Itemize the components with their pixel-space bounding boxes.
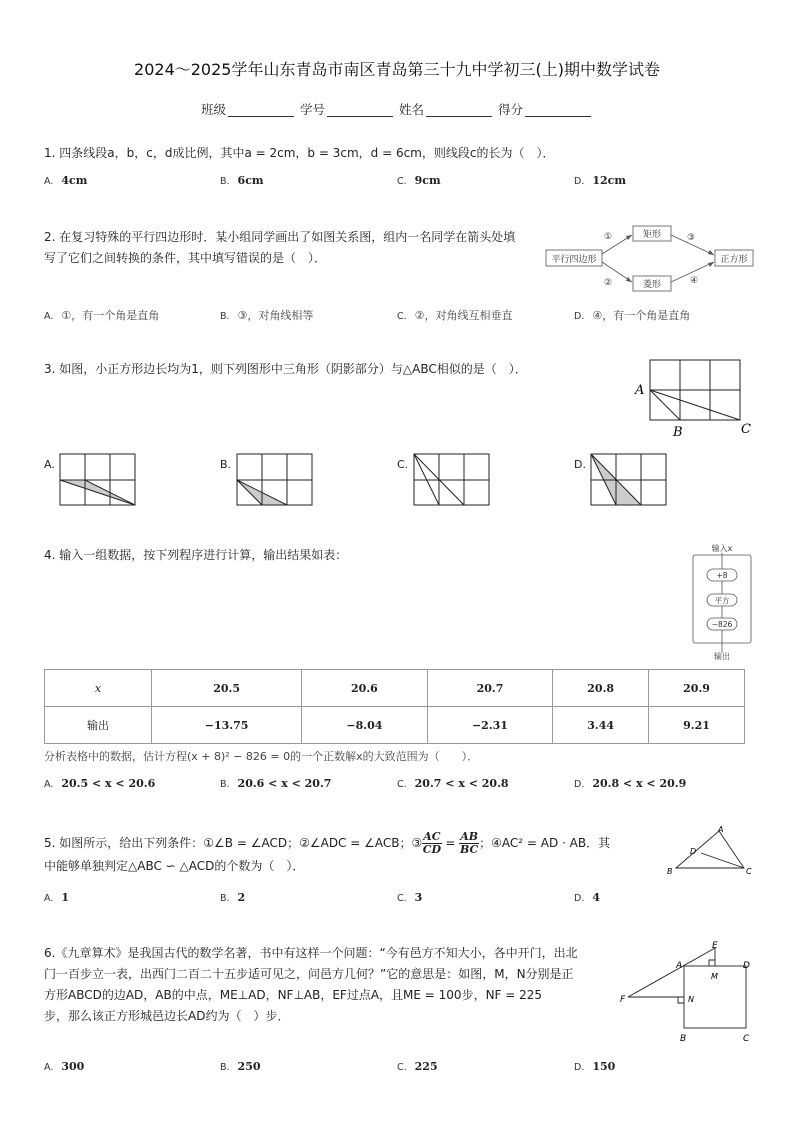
- question-text-line1: 在复习特殊的平行四边形时．某小组同学画出了如图关系图，组内一名同学在箭头处填: [59, 230, 516, 244]
- point-e-label: E: [712, 941, 718, 951]
- q4-option-a[interactable]: A. 20.5 < x < 20.6: [44, 777, 156, 790]
- question-number: 6.: [44, 946, 56, 960]
- point-n-label: N: [688, 995, 694, 1004]
- arrow-label-2: ②: [604, 278, 613, 288]
- exam-title: 2024～2025学年山东青岛市南区青岛第三十九中学初三(上)期中数学试卷: [134, 60, 660, 79]
- question-text-part1: 如图所示，给出下列条件：①∠B = ∠ACD；②∠ADC = ∠ACB；③: [59, 836, 423, 850]
- flow-step-square: 平方: [714, 596, 730, 605]
- question-5: [44, 831, 610, 856]
- question-number: 4.: [44, 548, 56, 562]
- q3-option-c-letter[interactable]: C.: [397, 458, 409, 471]
- vertex-d-label: D: [690, 847, 697, 856]
- table-row: [45, 707, 745, 744]
- q2-option-a[interactable]: A. ①，有一个角是直角: [44, 309, 160, 322]
- table-cell: 3.44: [553, 707, 649, 744]
- q4-data-table: [44, 669, 745, 744]
- q3-main-figure: [634, 357, 754, 441]
- table-cell: 20.8: [553, 670, 649, 707]
- table-cell: −13.75: [152, 707, 302, 744]
- flow-input: 输入x: [711, 544, 733, 553]
- q3-option-b-figure[interactable]: [236, 453, 314, 507]
- question-text-part2: ；④AC² = AD · AB．其: [479, 836, 611, 850]
- segment-ef: [628, 948, 715, 997]
- point-b-label: B: [680, 1034, 687, 1044]
- q1-option-b[interactable]: B. 6cm: [220, 174, 264, 187]
- q5-option-b[interactable]: B. 2: [220, 891, 246, 904]
- q3-option-d-figure[interactable]: [590, 453, 668, 507]
- table-cell: 20.9: [649, 670, 745, 707]
- q6-option-d[interactable]: D. 150: [574, 1060, 616, 1073]
- question-text-line3: 方形ABCD的边AD，AB的中点，ME⊥AD，NF⊥AB，EF过点A，且ME = 100步，NF = 225: [44, 988, 543, 1002]
- question-text-line4: 步，那么该正方形城邑边长AD约为（ ）步．: [44, 1009, 290, 1023]
- q5-option-c[interactable]: C. 3: [397, 891, 423, 904]
- table-cell: −8.04: [302, 707, 428, 744]
- question-number: 3.: [44, 362, 56, 376]
- arrow-label-4: ④: [690, 276, 699, 286]
- question-number: 5.: [44, 836, 56, 850]
- vertex-b-label: B: [673, 425, 683, 440]
- q6-option-c[interactable]: C. 225: [397, 1060, 438, 1073]
- flow-output: 输出: [714, 652, 730, 661]
- fraction-ac-cd: $\frac{AC}{CD}$: [422, 830, 442, 856]
- q5-option-a[interactable]: A. 1: [44, 891, 70, 904]
- question-text: 输入一组数据，按下列程序进行计算，输出结果如表：: [59, 548, 348, 562]
- flow-step-add: +8: [716, 571, 728, 580]
- q2-relation-diagram: [540, 220, 760, 296]
- question-6: [44, 943, 578, 1027]
- point-a-label: A: [676, 961, 683, 971]
- box-rectangle-label: 矩形: [642, 230, 662, 240]
- question-2: [44, 227, 515, 269]
- vertex-b-label: B: [667, 867, 673, 876]
- q1-option-a[interactable]: A. 4cm: [44, 174, 88, 187]
- field-id-blank[interactable]: [327, 103, 393, 117]
- student-info-line: [0, 100, 794, 118]
- q3-option-c-figure[interactable]: [413, 453, 491, 507]
- vertex-c-label: C: [741, 422, 751, 437]
- question-text: 四条线段a，b，c，d成比例，其中a = 2cm，b = 3cm，d = 6cm，则线段c的长为（ ）．: [59, 146, 555, 160]
- question-text-line2: 写了它们之间转换的条件，其中填写错误的是（ ）．: [44, 251, 327, 265]
- table-row: [45, 670, 745, 707]
- box-parallelogram-label: 平行四边形: [551, 255, 597, 265]
- arrow-label-3: ③: [687, 233, 696, 243]
- q5-triangle-figure: [664, 826, 756, 878]
- question-text-line1: 《九章算术》是我国古代的数学名著，书中有这样一个问题：“今有邑方不知大小，各中开门，出北: [55, 946, 578, 960]
- field-name-blank[interactable]: [426, 103, 492, 117]
- q2-option-c[interactable]: C. ②，对角线互相垂直: [397, 309, 513, 322]
- table-cell: 输出: [45, 707, 152, 744]
- q4-flowchart: [690, 541, 754, 661]
- q1-option-c[interactable]: C. 9cm: [397, 174, 441, 187]
- q3-option-a-letter[interactable]: A.: [44, 458, 55, 471]
- q4-option-b[interactable]: B. 20.6 < x < 20.7: [220, 777, 332, 790]
- question-1: [44, 143, 554, 164]
- question-text: 如图，小正方形边长均为1，则下列图形中三角形（阴影部分）与△ABC相似的是（ ）．: [59, 362, 527, 376]
- question-text-line2: 门一百步立一表，出西门二百二十五步适可见之，问邑方几何？”它的意思是：如图，M，N分别是正: [44, 967, 574, 981]
- table-cell: 9.21: [649, 707, 745, 744]
- table-cell: 20.5: [152, 670, 302, 707]
- q3-option-b-letter[interactable]: B.: [220, 458, 232, 471]
- q2-option-b[interactable]: B. ③，对角线相等: [220, 309, 314, 322]
- q4-analysis-text: 分析表格中的数据，估计方程(x + 8)² − 826 = 0的一个正数解x的大致范围为（ ）．: [44, 750, 479, 763]
- field-score-label: 得分: [497, 102, 523, 117]
- table-cell: −2.31: [427, 707, 553, 744]
- q1-option-d[interactable]: D. 12cm: [574, 174, 626, 187]
- question-3: [44, 359, 527, 380]
- box-square-label: 正方形: [720, 255, 748, 265]
- point-m-label: M: [711, 972, 718, 981]
- q4-option-d[interactable]: D. 20.8 < x < 20.9: [574, 777, 687, 790]
- field-score-blank[interactable]: [525, 103, 591, 117]
- point-d-label: D: [743, 961, 750, 971]
- field-class-blank[interactable]: [228, 103, 294, 117]
- box-rhombus-label: 菱形: [642, 280, 662, 290]
- field-class-label: 班级: [200, 102, 226, 117]
- vertex-a-label: A: [718, 825, 724, 834]
- q5-option-d[interactable]: D. 4: [574, 891, 600, 904]
- flow-step-subtract: −826: [711, 620, 733, 629]
- question-4: [44, 545, 347, 566]
- question-number: 2.: [44, 230, 56, 244]
- segment-ac: [650, 390, 740, 420]
- question-5-line2: 中能够单独判定△ABC ∽ △ACD的个数为（ ）．: [44, 859, 305, 873]
- q3-option-d-letter[interactable]: D.: [574, 458, 586, 471]
- fraction-ab-bc: $\frac{AB}{BC}$: [460, 830, 479, 856]
- vertex-c-label: C: [746, 867, 752, 876]
- q6-option-b[interactable]: B. 250: [220, 1060, 261, 1073]
- field-name-label: 姓名: [398, 102, 424, 117]
- q6-option-a[interactable]: A. 300: [44, 1060, 85, 1073]
- table-cell: 20.6: [302, 670, 428, 707]
- table-cell: x: [45, 670, 152, 707]
- question-number: 1.: [44, 146, 56, 160]
- q3-option-a-figure[interactable]: [59, 453, 137, 507]
- table-cell: 20.7: [427, 670, 553, 707]
- point-f-label: F: [620, 995, 626, 1005]
- equals-sign: =: [445, 836, 456, 850]
- q6-square-figure: [616, 940, 756, 1046]
- arrow-label-1: ①: [604, 232, 613, 242]
- field-id-label: 学号: [299, 102, 325, 117]
- q2-option-d[interactable]: D. ④，有一个角是直角: [574, 309, 691, 322]
- vertex-a-label: A: [635, 383, 645, 398]
- q4-option-c[interactable]: C. 20.7 < x < 20.8: [397, 777, 509, 790]
- point-c-label: C: [743, 1034, 750, 1044]
